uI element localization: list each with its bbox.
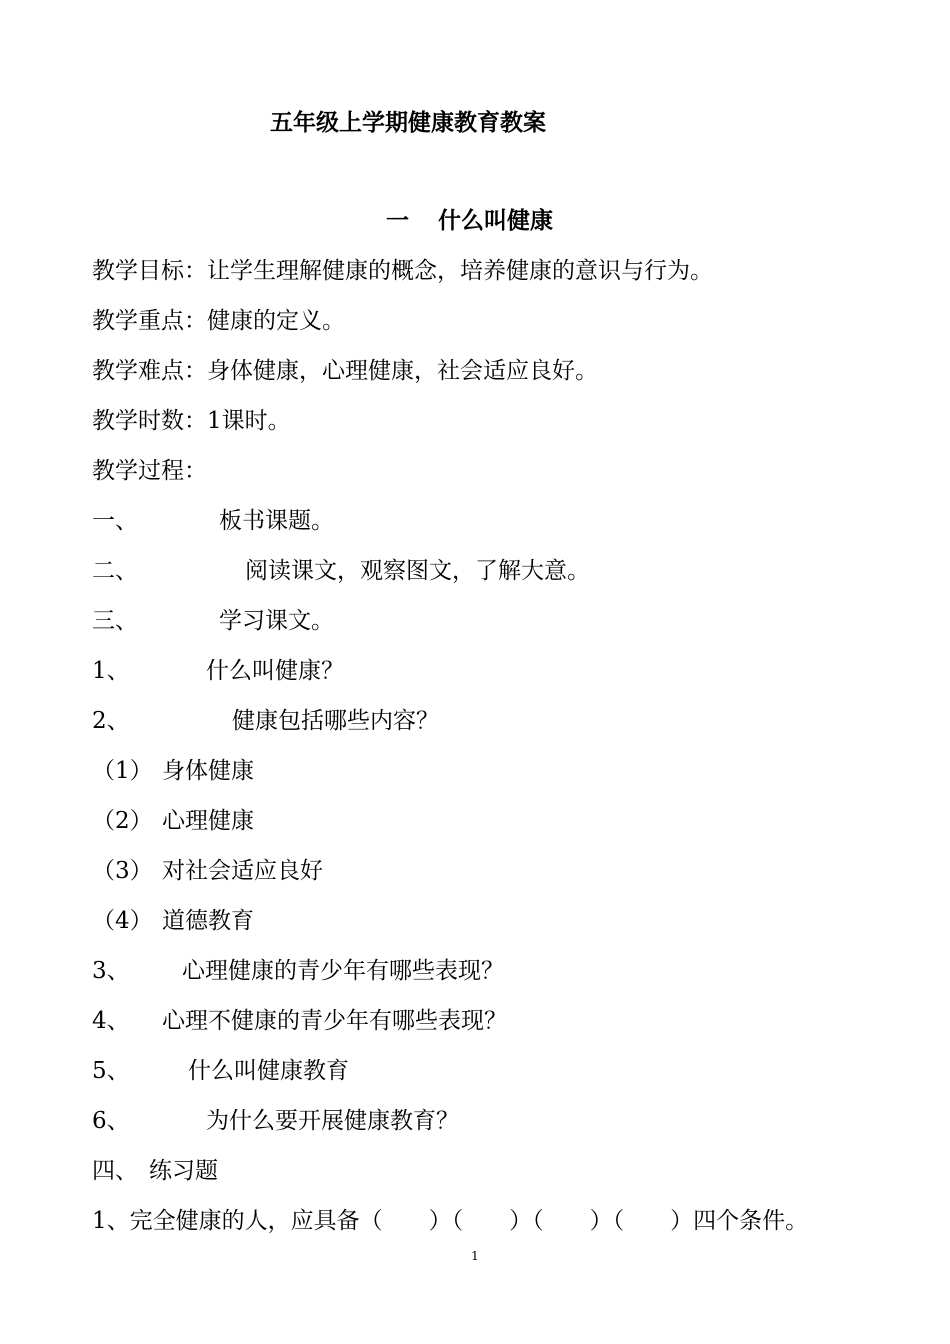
sub-list-item	[92, 904, 254, 938]
list-marker: 5、	[92, 1058, 130, 1084]
line-text: 教学重点：健康的定义。	[92, 308, 345, 334]
document-title: 五年级上学期健康教育教案	[270, 109, 546, 136]
difficulty-line	[92, 354, 598, 388]
list-item	[92, 604, 334, 638]
section-heading	[386, 204, 553, 238]
objective-line	[92, 254, 713, 288]
list-marker: （1）	[92, 758, 153, 784]
line-text: 教学时数：1课时。	[92, 408, 291, 434]
list-text: 练习题	[149, 1158, 218, 1184]
list-text: 身体健康	[162, 758, 254, 784]
list-text: 心理不健康的青少年有哪些表现？	[162, 1008, 507, 1034]
list-text: 道德教育	[162, 908, 254, 934]
list-marker: 2、	[92, 708, 130, 734]
sub-list-item	[92, 754, 254, 788]
list-marker: 四、	[92, 1158, 138, 1184]
list-marker: （2）	[92, 808, 153, 834]
exercise-question	[92, 1204, 808, 1238]
sub-list-item	[92, 804, 254, 838]
list-item	[92, 954, 504, 988]
list-item	[92, 554, 590, 588]
list-text: 什么叫健康教育	[188, 1058, 349, 1084]
list-text: 对社会适应良好	[162, 858, 323, 884]
list-marker: （4）	[92, 908, 153, 934]
list-marker: 一、	[92, 508, 138, 534]
list-marker: （3）	[92, 858, 153, 884]
section-title: 什么叫健康	[438, 207, 553, 234]
list-item	[92, 1104, 459, 1138]
line-text: 教学难点：身体健康，心理健康，社会适应良好。	[92, 358, 598, 384]
list-marker: 三、	[92, 608, 138, 634]
list-marker: 4、	[92, 1008, 130, 1034]
list-text: 阅读课文，观察图文，了解大意。	[245, 558, 590, 584]
sub-list-item	[92, 854, 323, 888]
list-marker: 3、	[92, 958, 130, 984]
list-item	[92, 1054, 349, 1088]
list-item	[92, 654, 344, 688]
key-point-line	[92, 304, 345, 338]
list-item	[92, 1004, 507, 1038]
line-text: 1、完全健康的人，应具备（ ）（ ）（ ）（ ）四个条件。	[92, 1208, 809, 1234]
page-number: 1	[471, 1249, 479, 1263]
list-text: 健康包括哪些内容？	[232, 708, 439, 734]
list-text: 心理健康	[162, 808, 254, 834]
list-text: 板书课题。	[219, 508, 334, 534]
list-marker: 1、	[92, 658, 130, 684]
list-item	[92, 504, 334, 538]
list-marker: 二、	[92, 558, 138, 584]
hours-line	[92, 404, 291, 438]
line-text: 教学过程：	[92, 458, 207, 484]
list-item	[92, 1154, 218, 1188]
line-text: 教学目标：让学生理解健康的概念，培养健康的意识与行为。	[92, 258, 713, 284]
list-text: 心理健康的青少年有哪些表现？	[182, 958, 504, 984]
process-line	[92, 454, 207, 488]
list-marker: 6、	[92, 1108, 130, 1134]
list-text: 学习课文。	[219, 608, 334, 634]
section-number: 一	[386, 207, 409, 234]
list-text: 什么叫健康？	[206, 658, 344, 684]
list-text: 为什么要开展健康教育？	[206, 1108, 459, 1134]
list-item	[92, 704, 439, 738]
